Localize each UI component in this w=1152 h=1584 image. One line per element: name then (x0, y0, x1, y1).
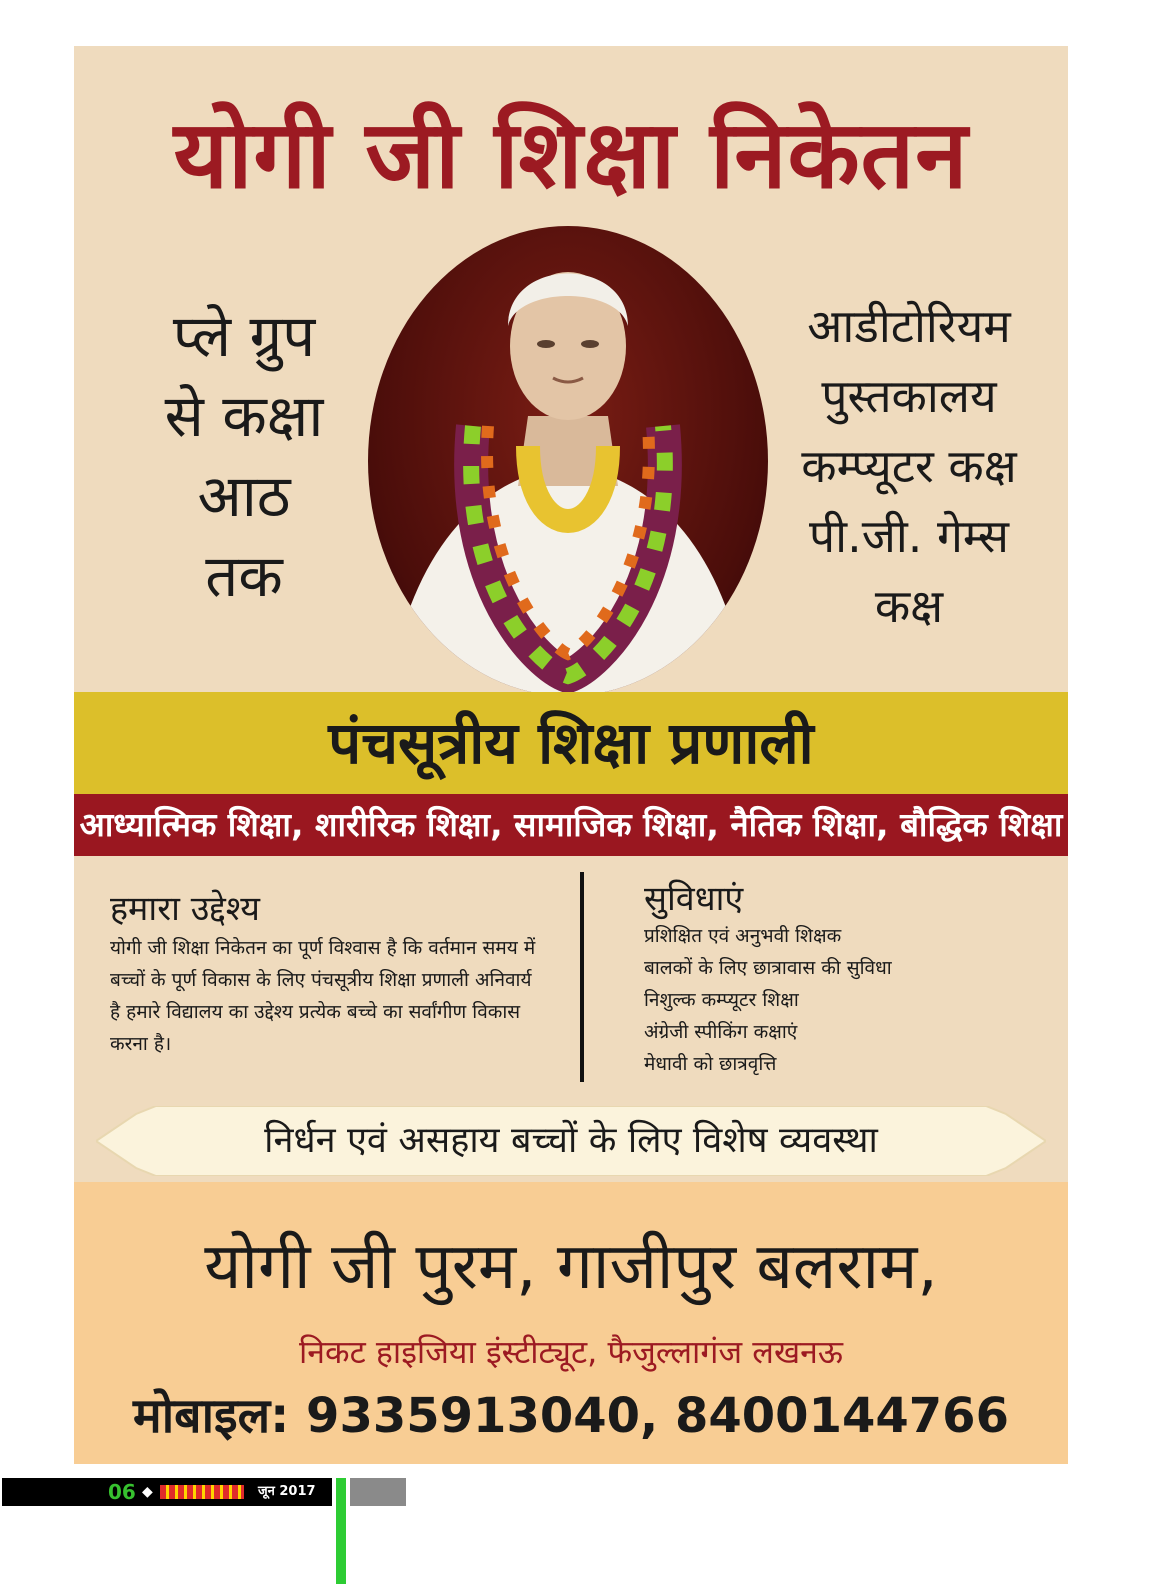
banner-text: निर्धन एवं असहाय बच्चों के लिए विशेष व्यवस्था (264, 1120, 878, 1161)
system-heading: पंचसूत्रीय शिक्षा प्रणाली (74, 692, 1068, 794)
facility-line: कक्ष (874, 579, 944, 633)
facility-line: आडीटोरियम (807, 299, 1011, 353)
classes-offered (129, 296, 359, 616)
classes-line: प्ले ग्रुप (172, 302, 316, 370)
facility-line: पी.जी. गेम्स (809, 509, 1009, 563)
founder-portrait (368, 226, 768, 696)
classes-line: आठ (197, 462, 291, 530)
phone-label: मोबाइल: (133, 1388, 290, 1444)
school-title: योगी जी शिक्षा निकेतन (173, 101, 969, 210)
gray-margin-block (350, 1478, 406, 1506)
footer-separator: ◆ (142, 1484, 153, 1500)
poster (74, 46, 1068, 1464)
page-number: 06 (108, 1480, 136, 1504)
facility-line: कम्प्यूटर कक्ष (801, 439, 1017, 493)
column-divider (580, 872, 584, 1082)
address-section (74, 1182, 1068, 1464)
facilities-list (644, 920, 892, 1080)
list-item: निशुल्क कम्प्यूटर शिक्षा (644, 989, 799, 1011)
list-item: अंग्रेजी स्पीकिंग कक्षाएं (644, 1021, 798, 1043)
system-subjects: आध्यात्मिक शिक्षा, शारीरिक शिक्षा, सामाजिक शिक्षा, नैतिक शिक्षा, बौद्धिक शिक्षा (74, 794, 1068, 856)
facilities-title: सुविधाएं (644, 879, 744, 919)
aim-text: योगी जी शिक्षा निकेतन का पूर्ण विश्वास है कि वर्तमान समय में बच्चों के पूर्ण विकास के लिए पंचसूत्रीय शिक्षा प्रणाली अनिवार्य है हमारे विद्यालय का उद्देश्य प्रत्येक बच्चे का सर्वांगीण विकास करना है। (110, 937, 536, 1055)
magazine-logo (160, 1485, 244, 1499)
aim-title: हमारा उद्देश्य (110, 889, 260, 929)
list-item: बालकों के लिए छात्रावास की सुविधा (644, 957, 892, 979)
classes-line: तक (205, 542, 283, 610)
phone-row (74, 1382, 1068, 1447)
address-sub: निकट हाइजिया इंस्टीट्यूट, फैजुल्लागंज लखनऊ (298, 1333, 843, 1371)
classes-line: से कक्षा (164, 382, 324, 450)
facility-line: पुस्तकालय (821, 369, 997, 423)
special-banner (96, 1106, 1046, 1176)
list-item: मेधावी को छात्रवृत्ति (644, 1053, 777, 1075)
green-margin-bar (336, 1478, 346, 1584)
issue-date: जून 2017 (258, 1484, 316, 1499)
list-item: प्रशिक्षित एवं अनुभवी शिक्षक (644, 925, 842, 947)
facilities-top (789, 291, 1029, 641)
address-main: योगी जी पुरम, गाजीपुर बलराम, (204, 1230, 938, 1304)
founder-portrait-image (368, 226, 768, 696)
phone-numbers: 9335913040, 8400144766 (306, 1388, 1009, 1444)
